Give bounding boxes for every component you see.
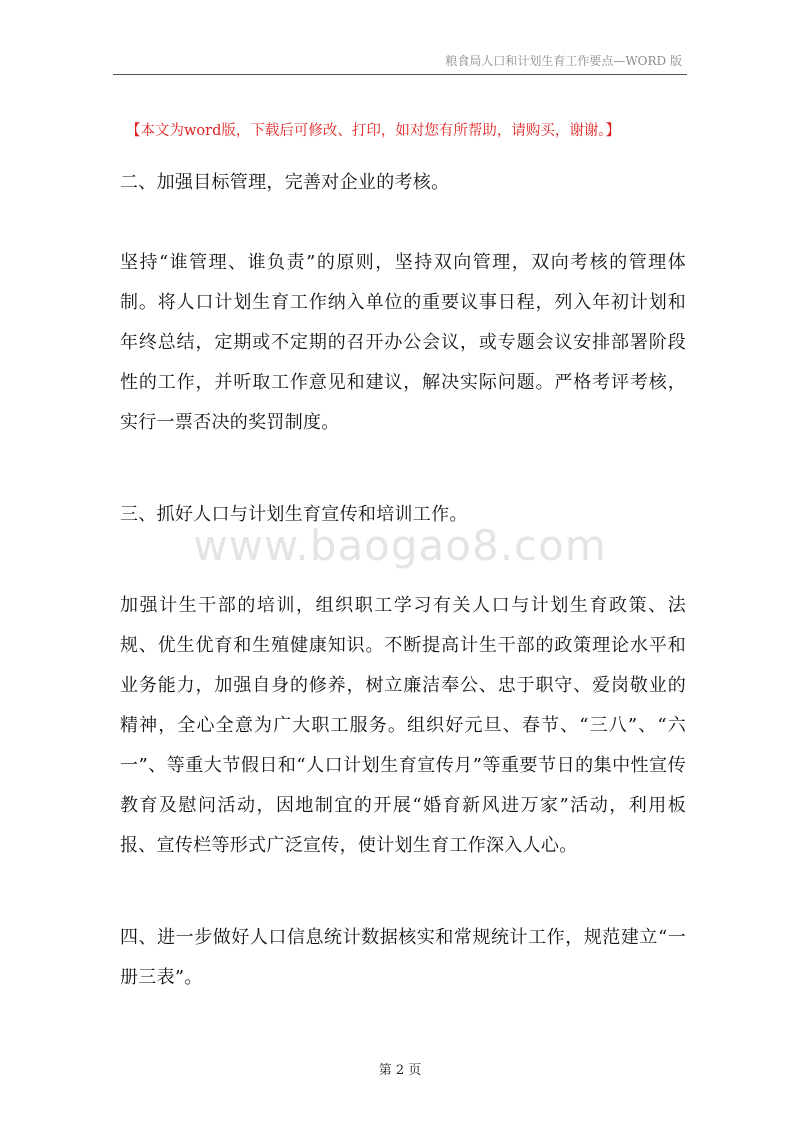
watermark: www.baogao8.com — [193, 521, 607, 570]
header-divider — [113, 74, 687, 75]
download-notice: 【本文为word版，下载后可修改、打印，如对您有所帮助，请购买，谢谢。】 — [126, 123, 621, 139]
section-heading-3-text: 三、抓好人口与计划生育宣传和培训工作。 — [120, 504, 468, 525]
page-number: 第 2 页 — [378, 1063, 422, 1078]
section-heading-2-text: 二、加强目标管理，完善对企业的考核。 — [120, 172, 450, 193]
section-heading-4-text: 四、进一步做好人口信息统计数据核实和常规统计工作，规范建立“一册三表”。 — [120, 927, 686, 988]
section-heading-2 — [120, 163, 686, 203]
section-heading-4 — [120, 918, 686, 998]
section-paragraph-3-text: 加强计生干部的培训，组织职工学习有关人口与计划生育政策、法规、优生优育和生殖健康知识。不断提高计生干部的政策理论水平和业务能力，加强自身的修养，树立廉洁奉公、忠于职守、爱岗敬业的精神，全心全意为广大职工服务。组织好元旦、春节、“三八”、“六一”、等重大节假日和“人口计划生育宣传月”等重要节日的集中性宣传教育及慰问活动，因地制宜的开展“婚育新风进万家”活动，利用板报、宣传栏等形式广泛宣传，使计划生育工作深入人心。 — [120, 595, 686, 856]
section-paragraph-3 — [120, 586, 686, 866]
document-header-title: 粮食局人口和计划生育工作要点—WORD 版 — [445, 54, 682, 68]
section-paragraph-2-text: 坚持“谁管理、谁负责”的原则，坚持双向管理，双向考核的管理体制。将人口计划生育工作纳入单位的重要议事日程，列入年初计划和年终总结，定期或不定期的召开办公会议，或专题会议安排部署阶段性的工作，并听取工作意见和建议，解决实际问题。严格考评考核，实行一票否决的奖罚制度。 — [120, 252, 686, 433]
section-paragraph-2 — [120, 243, 686, 443]
